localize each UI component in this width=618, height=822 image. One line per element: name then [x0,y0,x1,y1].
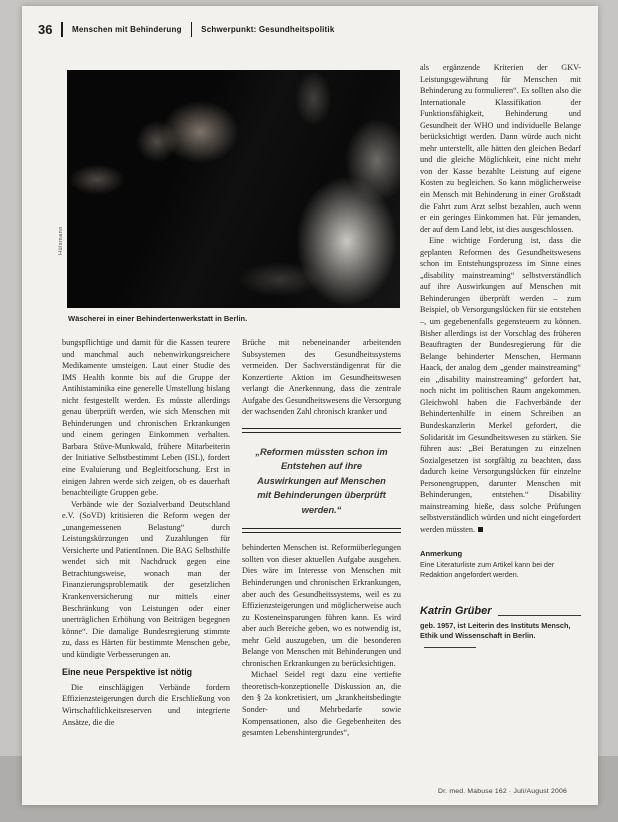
body-paragraph: Verbände wie der Sozialverband Deutschland e.V. (SoVD) kritisieren die Reform wegen der „unangemessenen Belastung“ durch Leistungskürzungen und Zuzahlungen für Versicherte und PatientInnen. Die BAG Selbsthilfe wendet sich mit Nachdruck gegen eine Betrachtungsweise, wonach man der Finanzierungsproblematik der gesetzlichen Krankenversicherung nur mittels einer Beschränkung von Leistungen oder einer unerträglichen Erhöhung von Beiträgen begegnen könne“. Die damalige Bundesregierung stimmte zu, dass es Härten für bestimmte Menschen gebe, und kündigte Verbesserungen an. [62,499,230,659]
topic-label: Schwerpunkt: Gesundheitspolitik [201,25,335,34]
body-paragraph [420,235,581,535]
quote-rule-bottom [242,528,401,533]
column-left [62,337,230,728]
body-paragraph: behinderten Menschen ist. Reformüberlegungen sollten von dieser aktuellen Aufgabe ausgehen. Dies wäre im Interesse von Menschen mit Behinderungen und chronischen Erkrankungen, aber auch des Gesundheitssystems, weil es zu Effizienzsteigerungen und möglicherweise auch zu Kosteneinsparungen führen kann. Es wird aber auch Bereiche geben, wo es notwendig ist, mehr Geld auszugeben, um die besonderen Belange von Menschen mit Behinderungen und chronischen Erkrankungen zu berücksichtigen. [242,543,401,668]
body-paragraph: bungspflichtige und damit für die Kassen teurere und manchmal auch nebenwirkungsreichere Medikamente umsteigen. Laut einer Studie des IMS Health konnte bis auf die Gruppe der Antihistaminika eine generelle Umstellung bislang nicht festgestellt werden. Es müsste allerdings genau überprüft werden, wie sich Menschen mit Behinderungen und chronischen Erkrankungen und einem geringen Einkommen verhalten. Barbara Stüve-Munkwald, frühere Mitarbeiterin der Initiative Selbstbestimmt Leben (ISL), fordert eine Evaluierung und Begleitforschung. Erst in einigen Jahren werde sich zeigen, ob es dauerhaft benachteiligte Gruppen gebe. [62,338,230,498]
column-right [420,62,581,651]
body-paragraph: Michael Seidel regt dazu eine vertiefte theoretisch-konzeptionelle Diskussion an, die den § 2a konkretisiert, um „krankheitsbedingte Sonder- und Mehrbedarfe sowie Kompensationen, also die Gegebenheiten des gesamten Lebenshintergrundes“, [242,670,401,738]
laundry-workshop-photo [58,70,400,308]
pull-quote-text: „Reformen müssten schon im Entstehen auf ihre Auswirkungen auf Menschen mit Behinderungen überprüft werden.“ [255,446,388,515]
bio-rule [424,647,476,648]
magazine-page [22,6,598,805]
page-footer: Dr. med. Mabuse 162 · Juli/August 2006 [438,788,567,795]
editorial-note [420,548,581,580]
quote-rule-top [242,428,401,433]
author-block [420,606,581,651]
page-number: 36 [38,22,53,37]
body-paragraph-text: Eine wichtige Forderung ist, dass die geplanten Reformen des Gesundheitswesens schon im Entstehungsprozess im Sinne eines „disability mainstreaming“ selbstverständlich auf ihre Auswirkungen auf Menschen mit Behinderungen überprüft werden – zum Beispiel, ob Versorgungslücken für sie entstehen –, um gegebenenfalls gegensteuern zu können. Bisher allerdings ist der Vorschlag des früheren Beauftragten der Bundesregierung für die Belange behinderter Menschen, Hermann Haack, der analog dem „gender mainstreaming“ ein „disability mainstreaming“ gefordert hat, noch nicht im politischen Raum angekommen. Gleichwohl haben die Fachverbände der Behindertenhilfe in einem Schreiben an Bundeskanzlerin Merkel gefordert, die Solidarität im Gesundheitswesen zu stärken. Sie führen aus: „Bei Beratungen zu einzelnen Sozialgesetzen ist sorgfältig zu beachten, dass dadurch keine Versorgungslücken für einzelne Personengruppen, darunter Menschen mit Behinderungen, entstehen.“ Disability mainstreaming hieße, dass solche Prüfungen selbstverständlich würden und nicht eingefordert werden müssten. [420,236,581,534]
author-bio-text: geb. 1957, ist Leiterin des Instituts Mensch, Ethik und Wissenschaft in Berlin. [420,620,571,640]
section-subheading: Eine neue Perspektive ist nötig [62,667,193,678]
note-text: Eine Literaturliste zum Artikel kann bei der Redaktion angefordert werden. [420,559,555,579]
note-label: Anmerkung [420,549,463,559]
body-paragraph: Brüche mit nebeneinander arbeitenden Subsystemen des Gesundheitssystems vermeiden. Der Sachverständigenrat für die Konzertierte Aktion im Gesundheitswesen verlangt die Anerkennung, dass die zentrale Aufgabe des Gesundheitswesens die Versorgung der wachsenden Zahl chronisch kranker und [242,338,401,417]
photo-caption: Wäscherei in einer Behindertenwerkstatt in Berlin. [68,314,248,323]
author-name-row [420,606,581,618]
end-of-article-mark [478,527,483,532]
body-paragraph: als ergänzende Kriterien der GKV-Leistungsgewährung für Menschen mit Behinderung zu formulieren“. Es sollten also die Internationale Klassifikation der Funktionsfähigkeit, Behinderung und Gesundheit der WHO und individuelle Belange berücksichtigt werden. Dann würde auch nicht mehr unterstellt, alle hätten den gleichen Bedarf und die gleiche Möglichkeit, eine nicht mehr von der Kasse bezahlte Leistung auf eigene Kosten zu begleichen. So kann möglicherweise ein Mensch mit Behinderung in einer Großstadt die Fahrt zum Arzt selbst bezahlen, auch wenn er ein geringes Einkommen hat. Für jemanden, der auf dem Land lebt, ist dies ausgeschlossen. [420,63,581,234]
body-paragraph: Die einschlägigen Verbände fordern Effizienzsteigerungen durch die Erschließung von Wirtschaftlichkeitsreserven und integrierte Ansätze, die die [62,682,230,727]
page-header [38,22,335,37]
author-name: Katrin Grüber [420,604,492,617]
header-divider [191,22,193,37]
section-label: Menschen mit Behinderung [71,25,182,34]
author-bio [420,621,581,651]
header-divider [61,22,63,37]
column-middle [242,337,401,739]
pull-quote-box [242,428,401,534]
author-rule [498,615,581,616]
photo-credit: Hülsmann [58,226,64,255]
